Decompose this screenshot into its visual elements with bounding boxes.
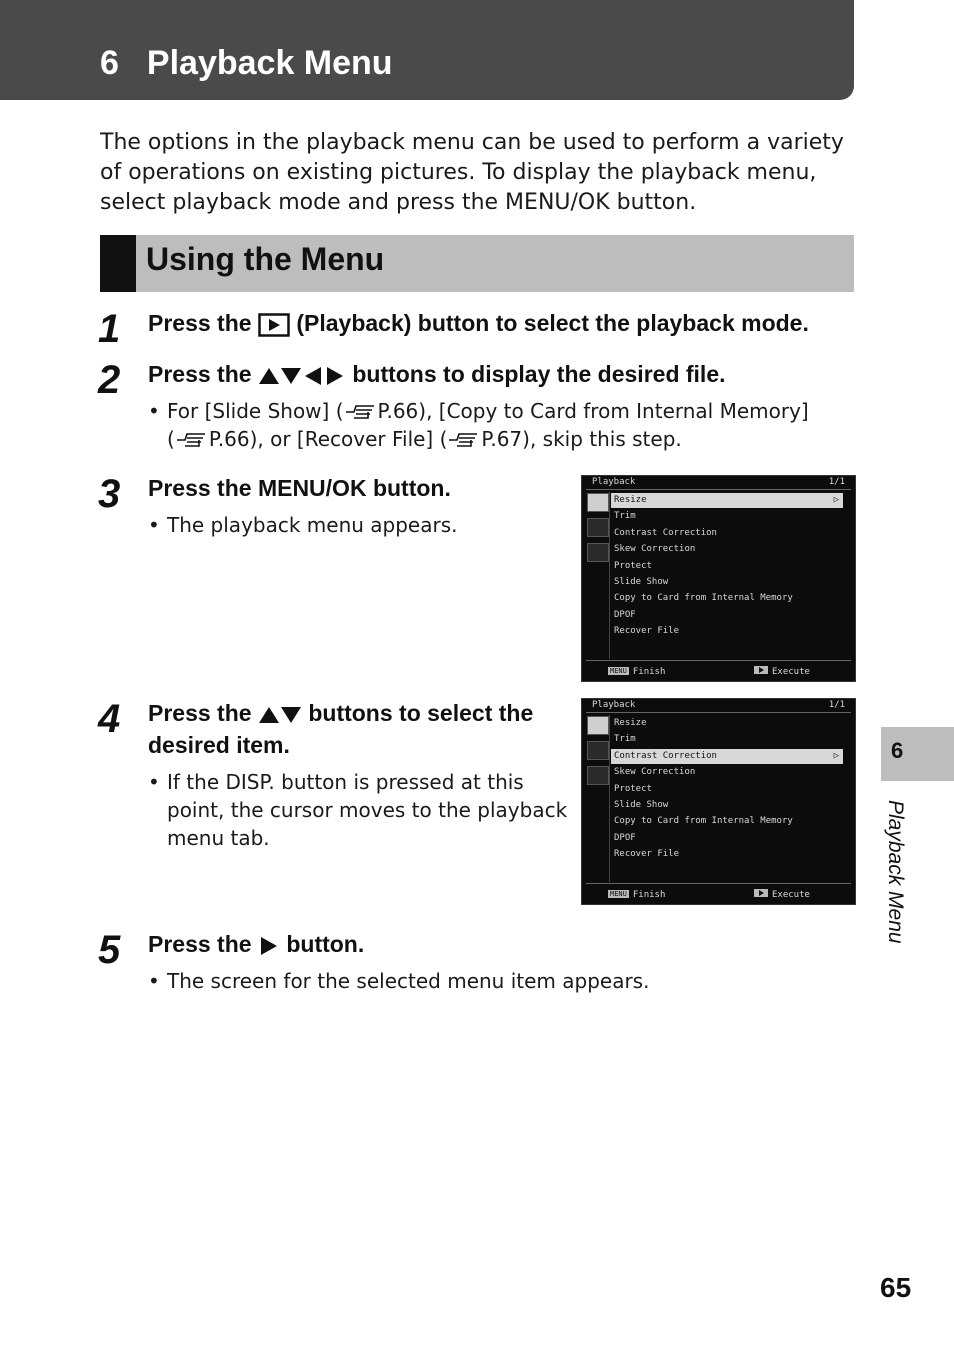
up-arrow-icon	[258, 366, 280, 386]
lcd-setup-tab	[587, 518, 609, 537]
lcd-execute	[754, 666, 810, 677]
lcd-menu-item	[614, 509, 636, 524]
lcd-divider	[609, 492, 610, 659]
bullet-text: menu tab.	[167, 826, 270, 850]
lcd-menu-item	[614, 608, 636, 623]
lcd-title: Playback	[592, 700, 636, 710]
reference-hand-icon	[175, 430, 209, 448]
lcd-execute-label: Execute	[772, 890, 810, 900]
lcd-menu-item	[614, 542, 695, 557]
lcd-divider	[586, 883, 851, 884]
lcd-menu-item	[614, 831, 636, 846]
lcd-menu-item	[614, 575, 668, 590]
chapter-number: 6	[100, 44, 119, 82]
up-arrow-icon	[258, 705, 280, 725]
chapter-title-text: Playback Menu	[146, 44, 393, 82]
left-arrow-icon	[302, 366, 324, 386]
lcd-menu-item-label: Skew Correction	[614, 767, 696, 778]
lcd-divider	[586, 660, 851, 661]
bullet-text: P.67), skip this step.	[481, 427, 682, 451]
bullet-text: point, the cursor moves to the playback	[167, 798, 568, 822]
lcd-menu-item-label: Protect	[614, 560, 652, 571]
down-arrow-icon	[280, 705, 302, 725]
step-text: (Playback) button to select the playback mode.	[289, 310, 809, 336]
step-text: Press the	[148, 700, 258, 726]
lcd-menu-item-label: Skew Correction	[614, 544, 696, 555]
down-arrow-icon	[280, 366, 302, 386]
lcd-menu-item-label: Recover File	[614, 849, 680, 860]
lcd-menu-item	[611, 749, 843, 764]
reference-hand-icon	[447, 430, 481, 448]
play-key-icon	[754, 889, 768, 897]
step-text: buttons to display the desired file.	[345, 361, 726, 387]
lcd-menu-item	[614, 591, 793, 606]
lcd-menu-item	[611, 493, 843, 508]
lcd-page: 1/1	[828, 477, 845, 487]
bullet-text: If the DISP. button is pressed at this	[167, 770, 524, 794]
step-bullet	[148, 768, 577, 852]
lcd-title: Playback	[592, 477, 636, 487]
lcd-menu-item	[614, 782, 652, 797]
menu-key-icon: MENU	[610, 890, 627, 898]
lcd-menu-item-label: Trim	[614, 734, 636, 745]
lcd-finish	[608, 667, 665, 677]
lcd-page: 1/1	[828, 700, 845, 710]
lcd-finish	[608, 890, 665, 900]
camera-screen-playback-menu	[581, 475, 856, 682]
lcd-menu-item-label: Slide Show	[614, 800, 669, 810]
submenu-arrow-icon: ▷	[833, 750, 839, 761]
lcd-playback-tab	[587, 493, 609, 512]
bullet-text: The playback menu appears.	[167, 513, 458, 537]
step-text: desired item.	[148, 732, 290, 758]
step-number: 5	[98, 928, 121, 972]
lcd-menu-item-label: Protect	[614, 783, 652, 794]
lcd-menu-item	[614, 732, 636, 747]
right-arrow-icon	[258, 936, 280, 956]
bullet-text: For [Slide Show] (	[167, 399, 344, 423]
lcd-finish-label: Finish	[632, 890, 666, 900]
lcd-settings-tab	[587, 543, 609, 562]
step-text: Press the	[148, 361, 258, 387]
intro-paragraph: The options in the playback menu can be used to perform a variety of operations on existing pictures. To display the playback menu, select playback mode and press the MENU/OK button.	[100, 130, 844, 215]
step-text: Press the	[148, 931, 258, 957]
bullet-text: P.66), or [Recover File] (	[208, 427, 448, 451]
lcd-menu-item	[614, 798, 668, 813]
step-number: 3	[98, 472, 121, 516]
camera-screen-item-selected	[581, 698, 856, 905]
lcd-settings-tab	[587, 766, 609, 785]
section-title: Using the Menu	[146, 241, 385, 277]
bullet-dot: •	[148, 969, 160, 993]
lcd-menu-item-label: Copy to Card from Internal Memory	[614, 593, 793, 604]
step-number: 2	[98, 358, 121, 402]
lcd-setup-tab	[587, 741, 609, 760]
step-number: 4	[98, 697, 121, 741]
side-tab-label: Playback Menu	[884, 800, 907, 944]
lcd-menu-item-label: Trim	[614, 511, 636, 522]
lcd-menu-item-label: DPOF	[614, 609, 636, 620]
lcd-divider	[586, 712, 851, 713]
lcd-divider	[586, 489, 851, 490]
lcd-menu-item-label: Resize	[614, 718, 647, 728]
step-number: 1	[98, 307, 121, 351]
step-bullet	[148, 397, 847, 453]
step-text: button.	[279, 931, 365, 957]
submenu-arrow-icon: ▷	[833, 495, 839, 505]
lcd-menu-item	[614, 716, 647, 731]
lcd-playback-tab	[587, 716, 609, 735]
bullet-text: The screen for the selected menu item appears.	[167, 969, 650, 993]
lcd-menu-item	[614, 765, 695, 780]
lcd-execute-label: Execute	[772, 667, 810, 677]
step-text: Press the	[148, 310, 258, 336]
side-tab-number: 6	[891, 738, 904, 763]
lcd-menu-item-label: Recover File	[614, 626, 680, 637]
menu-key-icon: MENU	[610, 667, 627, 675]
step-bullet	[148, 511, 567, 539]
lcd-menu-item	[614, 814, 793, 829]
lcd-menu-item	[614, 847, 679, 862]
bullet-dot: •	[148, 770, 160, 794]
chapter-title	[100, 44, 393, 83]
lcd-menu-item-label: Slide Show	[614, 577, 669, 587]
step-heading	[148, 928, 364, 960]
step-heading	[148, 307, 809, 339]
lcd-menu-item	[614, 526, 717, 541]
bullet-text: (	[167, 427, 175, 451]
play-key-icon	[754, 666, 768, 674]
section-marker	[100, 235, 136, 292]
lcd-execute	[754, 889, 810, 900]
lcd-menu-item-label: DPOF	[614, 832, 636, 843]
playback-icon	[258, 313, 290, 337]
bullet-text: P.66), [Copy to Card from Internal Memory]	[377, 399, 809, 423]
step-heading	[148, 697, 533, 761]
lcd-menu-item-label: Resize	[614, 495, 647, 505]
lcd-finish-label: Finish	[632, 667, 666, 677]
step-heading	[148, 358, 726, 390]
lcd-menu-item-label: Contrast Correction	[614, 527, 717, 538]
lcd-divider	[609, 715, 610, 882]
lcd-menu-item	[614, 559, 652, 574]
step-text: buttons to select the	[301, 700, 534, 726]
step-bullet	[148, 967, 767, 995]
page-number: 65	[880, 1272, 912, 1303]
bullet-dot: •	[148, 513, 160, 537]
right-arrow-icon	[324, 366, 346, 386]
lcd-menu-item-label: Copy to Card from Internal Memory	[614, 816, 793, 827]
lcd-menu-item	[614, 624, 679, 639]
bullet-dot: •	[148, 399, 160, 423]
lcd-menu-item-label: Contrast Correction	[614, 750, 717, 761]
reference-hand-icon	[344, 402, 378, 420]
step-heading: Press the MENU/OK button.	[148, 475, 451, 501]
